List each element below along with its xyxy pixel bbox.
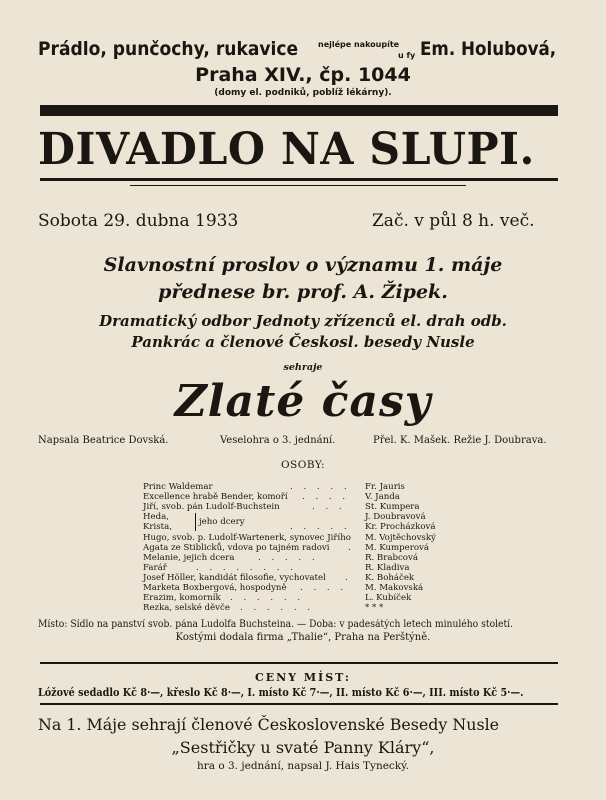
cast-row xyxy=(0,543,606,553)
cast-row xyxy=(0,482,606,492)
thick-rule-top xyxy=(40,105,558,116)
speech-line1: Slavnostní proslov o významu 1. máje xyxy=(103,254,503,276)
performance-date: Sobota 29. dubna 1933 xyxy=(38,211,239,231)
cast-role: Melanie, jejich dcera xyxy=(143,553,235,563)
cast-row xyxy=(0,533,606,543)
cast-dots: . . . . . . xyxy=(240,603,315,613)
cast-actor: Fr. Jauris xyxy=(365,482,405,492)
cast-dots: . . . . xyxy=(300,583,348,593)
cast-row xyxy=(0,603,606,613)
cast-role: Josef Höller, kandidát filosofie, vychovatel xyxy=(143,573,326,583)
cast-role: Hugo, svob. p. Ludolf-Wartenerk, synovec Jiřího xyxy=(143,533,351,543)
cast-role: Princ Waldemar xyxy=(143,482,213,492)
cast-row xyxy=(0,573,606,583)
ad-line1-right: Em. Holubová, xyxy=(420,38,557,60)
ad-address: Praha XIV., čp. 1044 xyxy=(195,64,411,86)
cast-actor: M. Makovská xyxy=(365,583,424,593)
cast-role: Heda, xyxy=(143,512,169,522)
credits-author: Napsala Beatrice Dovská. xyxy=(38,435,169,446)
cast-dots: . . . . . . . . xyxy=(196,563,297,573)
costumes-note: Kostými dodala firma „Thalie“, Praha na Perštýně. xyxy=(175,632,431,643)
ad-line1-small-top: nejlépe nakoupíte xyxy=(318,40,400,49)
cast-dots: . . . . xyxy=(302,492,350,502)
cast-role: Erazim, komorník xyxy=(143,593,221,603)
ad-location-note: (domy el. podniků, poblíž lékárny). xyxy=(214,88,392,98)
credits-translation-direction: Přel. K. Mašek. Režie J. Doubrava. xyxy=(373,435,547,446)
cast-role: Farář xyxy=(143,563,167,573)
cast-actor: V. Janda xyxy=(365,492,400,502)
footer-line1: Na 1. Máje sehrají členové Československé Besedy Nusle xyxy=(38,715,500,734)
start-time: Zač. v půl 8 h. več. xyxy=(372,211,535,231)
cast-row xyxy=(0,502,606,512)
cast-role: Marketa Boxbergová, hospodyně xyxy=(143,583,287,593)
setting-note: Místo: Sídlo na panství svob. pána Ludolfa Buchsteina. — Doba: v padesátých letech minulého století. xyxy=(38,619,514,630)
cast-actor: K. Boháček xyxy=(365,573,415,583)
cast-dots: . . . . . xyxy=(290,482,351,492)
cast-heading: OSOBY: xyxy=(280,459,326,471)
cast-actor: R. Kladiva xyxy=(365,563,410,573)
daughters-brace xyxy=(195,513,196,531)
cast-dots: . xyxy=(345,573,352,583)
cast-actor: St. Kumpera xyxy=(365,502,420,512)
company-line1: Dramatický odbor Jednoty zřízenců el. drah odb. xyxy=(99,312,507,330)
credits-genre: Veselohra o 3. jednání. xyxy=(220,435,336,446)
cast-row xyxy=(0,583,606,593)
cast-actor: Kr. Procházková xyxy=(365,522,436,532)
cast-role: Jiří, svob. pán Ludolf-Buchstein xyxy=(143,502,280,512)
rule-under-title xyxy=(40,178,558,181)
cast-dots: . xyxy=(348,543,355,553)
cast-role: Rezka, selské děvče xyxy=(143,603,230,613)
prices-rule-top xyxy=(40,662,558,664)
cast-row xyxy=(0,553,606,563)
cast-dots: . . . . . xyxy=(258,553,319,563)
prices-line: Lóžové sedadlo Kč 8·—, křeslo Kč 8·—, I. místo Kč 7·—, II. místo Kč 6·—, III. místo Kč 5·—. xyxy=(38,686,524,699)
cast-role: Excellence hrabě Bender, komoří xyxy=(143,492,288,502)
cast-actor: J. Doubravová xyxy=(365,512,426,522)
cast-role: Krista, xyxy=(143,522,172,532)
cast-role: Agata ze Stiblicků, vdova po tajném radovi xyxy=(143,543,330,553)
cast-dots: . . . . . xyxy=(290,522,351,532)
cast-actor: M. Kumperová xyxy=(365,543,430,553)
prices-heading: CENY MÍST: xyxy=(255,671,351,684)
sehraje-label: sehraje xyxy=(283,362,323,373)
daughters-note: jeho dcery xyxy=(199,517,245,527)
cast-row xyxy=(0,492,606,502)
rule-under-title-thin xyxy=(130,185,466,186)
footer-line3: hra o 3. jednání, napsal J. Hais Tynecký. xyxy=(196,760,410,772)
cast-actor: L. Kubíček xyxy=(365,593,412,603)
cast-dots: . . . . . . xyxy=(230,593,305,603)
speech-line2: přednese br. prof. A. Žipek. xyxy=(158,281,448,303)
cast-actor: * * * xyxy=(365,603,384,613)
company-line2: Pankrác a členové Českosl. besedy Nusle xyxy=(131,333,475,351)
footer-line2: „Sestřičky u svaté Panny Kláry“, xyxy=(171,738,435,757)
cast-row xyxy=(0,522,606,532)
prices-rule-bottom xyxy=(40,703,558,705)
cast-row xyxy=(0,512,606,522)
cast-actor: M. Vojtěchovský xyxy=(365,533,436,543)
theatre-name: DIVADLO NA SLUPI. xyxy=(38,124,535,175)
cast-row xyxy=(0,563,606,573)
ad-line1-left: Prádlo, punčochy, rukavice xyxy=(38,38,299,60)
ad-line1-small-bottom: u fy xyxy=(398,51,416,60)
cast-actor: R. Brabcová xyxy=(365,553,418,563)
play-title: Zlaté časy xyxy=(174,376,432,427)
cast-row xyxy=(0,593,606,603)
cast-dots: . . . xyxy=(312,502,346,512)
